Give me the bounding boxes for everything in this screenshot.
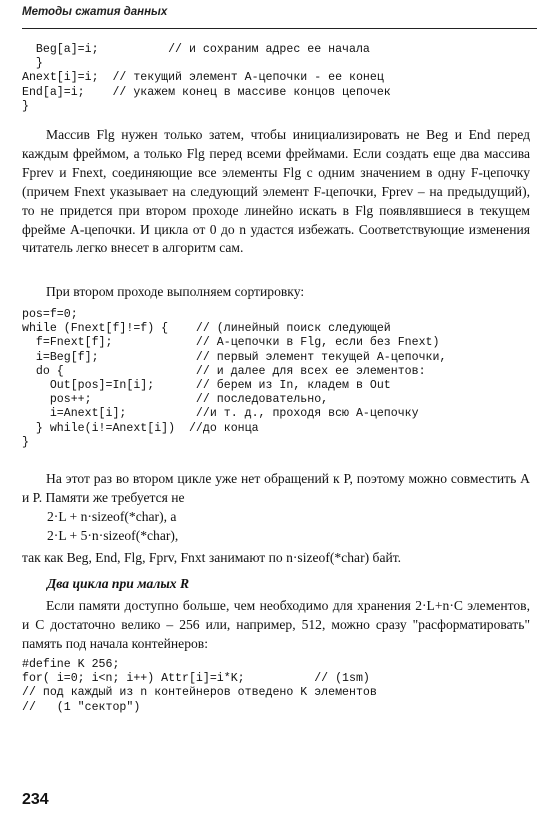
code-block-sort — [22, 308, 446, 450]
running-header: Методы сжатия данных — [22, 6, 168, 18]
code-line: } — [22, 57, 43, 71]
code-line: while (Fnext[f]!=f) { // (линейный поиск следующей — [22, 322, 391, 336]
code-line: do { // и далее для всех ее элементов: — [22, 364, 426, 378]
code-line: pos++; // последовательно, — [22, 393, 329, 407]
formula-memory-2: 2·L + 5·n·sizeof(*char), — [47, 528, 179, 543]
code-line: for( i=0; i<n; i++) Attr[i]=i*K; // (1sm) — [22, 672, 370, 686]
code-line: i=Beg[f]; // первый элемент текущей А-цепочки, — [22, 350, 447, 364]
paragraph-flg: Массив Flg нужен только затем, чтобы инициализировать не Beg и End перед каждым фреймом, а только Flg перед всеми фреймами. Если создать еще два массива Fprev и Fnext, соединяющие все элементы Flg с одним значением в одну F-цепочку (причем Fnext указывает на следующий элемент F-цепочки, Fprev – на предыдущий), то не придется при втором проходе линейно искать в Flg появлявшиеся в текущем фрейме А-цепочки. И цикла от 0 до n удастся избежать. Соответствующие изменения читатель легко внесет в алгоритм сам. — [22, 127, 530, 256]
code-line: End[a]=i; // укажем конец в массиве концов цепочек — [22, 85, 391, 99]
code-line: } — [22, 435, 29, 449]
code-line: pos=f=0; — [22, 308, 78, 321]
code-line: } while(i!=Anext[i]) //до конца — [22, 421, 259, 435]
header-rule — [22, 28, 537, 29]
paragraph-second-pass: При втором проходе выполняем сортировку: — [46, 284, 305, 299]
page-number: 234 — [22, 791, 49, 808]
code-line: f=Fnext[f]; // А-цепочки в Flg, если без Fnext) — [22, 336, 440, 350]
section-subheading: Два цикла при малых R — [47, 576, 190, 591]
code-line: // под каждый из n контейнеров отведено K элементов — [22, 686, 377, 700]
formula-memory-1: 2·L + n·sizeof(*char), а — [47, 509, 177, 524]
code-line: Beg[a]=i; // и сохраним адрес ее начала — [22, 43, 370, 56]
code-line: i=Anext[i]; //и т. д., проходя всю А-цепочку — [22, 407, 419, 421]
code-line: } — [22, 99, 29, 113]
code-line: // (1 "сектор") — [22, 700, 141, 714]
code-block-define — [22, 658, 377, 715]
code-block-top — [22, 43, 391, 114]
code-line: Anext[i]=i; // текущий элемент А-цепочки - ее конец — [22, 71, 384, 85]
paragraph-memory: На этот раз во втором цикле уже нет обращений к P, поэтому можно совместить А и P. Памяти же требуется не — [22, 471, 530, 505]
paragraph-sizeof: так как Beg, End, Flg, Fprv, Fnxt занимают по n·sizeof(*char) байт. — [22, 550, 402, 565]
paragraph-small-r: Если памяти доступно больше, чем необходимо для хранения 2·L+n·C элементов, и C достаточно велико – 256 или, например, 512, можно сразу "расформатировать" память под начала контейнеров: — [22, 598, 530, 651]
code-line: #define K 256; — [22, 658, 120, 671]
code-line: Out[pos]=In[i]; // берем из In, кладем в Out — [22, 379, 391, 393]
